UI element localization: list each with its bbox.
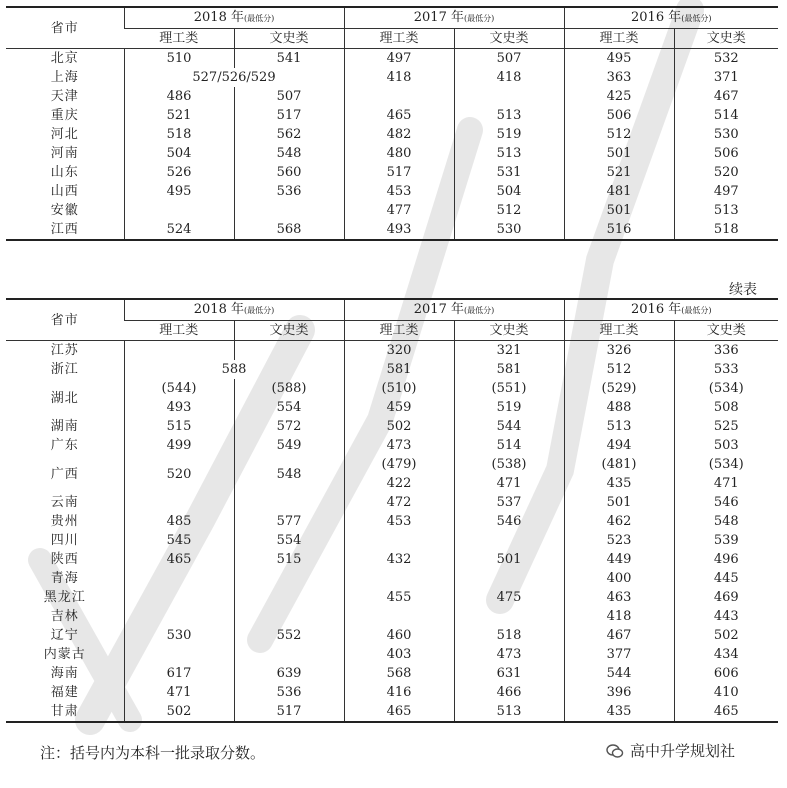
- table-row: [6, 550, 778, 569]
- score-cell: 467: [674, 87, 778, 106]
- score-cell: 532: [674, 49, 778, 69]
- score-cell: [344, 87, 454, 106]
- score-cell: 467: [564, 626, 674, 645]
- header-year: [124, 299, 344, 321]
- province-cell: 青海: [50, 571, 79, 586]
- score-cell: 549: [234, 436, 344, 455]
- score-table-1: [6, 6, 778, 241]
- score-cell: 473: [454, 645, 564, 664]
- score-cell: (544) 493: [124, 379, 234, 417]
- score-cell: 519: [454, 125, 564, 144]
- score-cell: 425: [564, 87, 674, 106]
- score-cell: 606: [674, 664, 778, 683]
- score-cell: 495: [124, 182, 234, 201]
- province-cell: 河南: [50, 146, 79, 161]
- score-cell: [124, 569, 234, 588]
- province-cell: 湖南: [50, 419, 79, 434]
- score-cell: 481: [564, 182, 674, 201]
- province-cell: 山西: [50, 184, 79, 199]
- score-cell: 377: [564, 645, 674, 664]
- score-cell: (510) 459: [344, 379, 454, 417]
- score-cell: 485: [124, 512, 234, 531]
- score-cell: 526: [124, 163, 234, 182]
- score-cell: 418: [564, 607, 674, 626]
- score-cell: 518: [454, 626, 564, 645]
- score-cell: 537: [454, 493, 564, 512]
- score-cell: 471: [124, 683, 234, 702]
- province-cell: 福建: [50, 685, 79, 700]
- score-cell: 541: [234, 49, 344, 69]
- score-cell: 497: [344, 49, 454, 69]
- year-label: 2017 年: [413, 302, 464, 317]
- header-sci: 理工类: [564, 29, 674, 49]
- score-cell: (538) 471: [454, 455, 564, 493]
- score-cell: 320: [344, 341, 454, 361]
- score-cell: 434: [674, 645, 778, 664]
- score-cell: 512: [564, 360, 674, 379]
- score-cell: 577: [234, 512, 344, 531]
- province-cell: 湖北: [50, 390, 79, 406]
- score-cell: 482: [344, 125, 454, 144]
- score-cell: 494: [564, 436, 674, 455]
- score-cell: 524: [124, 220, 234, 240]
- header-sci: 理工类: [344, 321, 454, 341]
- table-row: [6, 493, 778, 512]
- score-cell: 572: [234, 417, 344, 436]
- score-cell: [234, 588, 344, 607]
- score-cell: [124, 607, 234, 626]
- score-cell: 513: [454, 106, 564, 125]
- table-row: [6, 531, 778, 550]
- score-cell: [124, 588, 234, 607]
- score-cell: 497: [674, 182, 778, 201]
- province-cell: 浙江: [50, 362, 79, 377]
- brand-name: 高中升学规划社: [630, 742, 736, 760]
- score-cell: 539: [674, 531, 778, 550]
- score-cell: 499: [124, 436, 234, 455]
- score-cell: 560: [234, 163, 344, 182]
- score-cell: 521: [564, 163, 674, 182]
- score-cell: 510: [124, 49, 234, 69]
- score-cell: 400: [564, 569, 674, 588]
- score-cell: 515: [124, 417, 234, 436]
- score-cell: 504: [124, 144, 234, 163]
- score-cell: 530: [674, 125, 778, 144]
- year-note: (最低分): [681, 306, 712, 315]
- score-cell: 617: [124, 664, 234, 683]
- table-row: [6, 512, 778, 531]
- score-cell: 548: [234, 455, 344, 493]
- score-cell: 506: [674, 144, 778, 163]
- header-year: [564, 7, 778, 29]
- score-cell: 513: [674, 201, 778, 220]
- score-cell: [344, 531, 454, 550]
- header-arts: 文史类: [454, 29, 564, 49]
- header-year: [564, 299, 778, 321]
- table-row: [6, 163, 778, 182]
- year-note: (最低分): [463, 306, 495, 315]
- score-cell: [124, 201, 234, 220]
- score-cell: 403: [344, 645, 454, 664]
- score-cell: [454, 87, 564, 106]
- score-cell: [454, 531, 564, 550]
- province-cell: 云南: [50, 495, 79, 510]
- score-cell: 455: [344, 588, 454, 607]
- province-cell: 内蒙古: [43, 647, 86, 662]
- score-cell: 418: [344, 68, 454, 87]
- header-arts: 文史类: [234, 29, 344, 49]
- score-cell: 502: [124, 702, 234, 722]
- year-label: 2016 年: [631, 302, 682, 317]
- score-cell: 507: [234, 87, 344, 106]
- province-cell: 贵州: [50, 514, 79, 529]
- score-cell: 520: [124, 455, 234, 493]
- score-cell: (551) 519: [454, 379, 564, 417]
- continued-label: 续表: [729, 282, 757, 298]
- score-cell: 514: [674, 106, 778, 125]
- score-cell: (588) 554: [234, 379, 344, 417]
- merged-score-cell: 527/526/529: [124, 68, 344, 87]
- province-cell: 吉林: [50, 609, 79, 624]
- score-cell: 465: [674, 702, 778, 722]
- header-row-years: [6, 299, 778, 321]
- score-cell: 518: [124, 125, 234, 144]
- province-cell: 河北: [50, 127, 79, 142]
- year-label: 2017 年: [413, 10, 464, 25]
- score-cell: 507: [454, 49, 564, 69]
- score-cell: [234, 607, 344, 626]
- merged-score-cell: 588: [124, 360, 344, 379]
- score-cell: 512: [454, 201, 564, 220]
- header-year: [124, 7, 344, 29]
- score-cell: [344, 607, 454, 626]
- score-cell: 545: [124, 531, 234, 550]
- score-cell: 435: [564, 702, 674, 722]
- province-cell: 广东: [50, 438, 79, 453]
- province-cell: 黑龙江: [43, 590, 86, 605]
- score-cell: (529) 488: [564, 379, 674, 417]
- score-cell: 521: [124, 106, 234, 125]
- score-cell: 453: [344, 512, 454, 531]
- header-province: 省市: [6, 7, 124, 49]
- score-cell: 477: [344, 201, 454, 220]
- province-cell: 北京: [50, 51, 79, 66]
- score-cell: 518: [674, 220, 778, 240]
- header-province: 省市: [6, 299, 124, 341]
- score-cell: 493: [344, 220, 454, 240]
- year-note: (最低分): [463, 14, 495, 23]
- score-cell: 445: [674, 569, 778, 588]
- score-cell: 486: [124, 87, 234, 106]
- score-cell: 544: [454, 417, 564, 436]
- score-cell: (479) 422: [344, 455, 454, 493]
- table-row: [6, 379, 778, 417]
- score-cell: 473: [344, 436, 454, 455]
- province-cell: 广西: [50, 466, 79, 482]
- footnote: 注：括号内为本科一批录取分数。: [40, 744, 266, 762]
- table-row: [6, 87, 778, 106]
- header-arts: 文史类: [674, 29, 778, 49]
- year-label: 2016 年: [631, 10, 682, 25]
- table-row: [6, 455, 778, 493]
- header-arts: 文史类: [234, 321, 344, 341]
- score-cell: 548: [674, 512, 778, 531]
- header-sci: 理工类: [564, 321, 674, 341]
- score-cell: 513: [454, 144, 564, 163]
- score-cell: 546: [454, 512, 564, 531]
- score-cell: 453: [344, 182, 454, 201]
- header-arts: 文史类: [674, 321, 778, 341]
- score-cell: (534) 508: [674, 379, 778, 417]
- score-cell: 501: [564, 144, 674, 163]
- score-cell: 502: [674, 626, 778, 645]
- province-cell: 上海: [50, 70, 79, 85]
- table-row: [6, 588, 778, 607]
- score-cell: 336: [674, 341, 778, 361]
- header-sci: 理工类: [344, 29, 454, 49]
- score-cell: [344, 569, 454, 588]
- score-cell: 544: [564, 664, 674, 683]
- score-cell: 495: [564, 49, 674, 69]
- table-row: [6, 144, 778, 163]
- score-cell: 462: [564, 512, 674, 531]
- score-cell: 371: [674, 68, 778, 87]
- score-cell: 363: [564, 68, 674, 87]
- province-cell: 海南: [50, 666, 79, 681]
- score-cell: 530: [454, 220, 564, 240]
- score-cell: 533: [674, 360, 778, 379]
- score-cell: 480: [344, 144, 454, 163]
- score-cell: 472: [344, 493, 454, 512]
- score-cell: 443: [674, 607, 778, 626]
- score-cell: 517: [234, 702, 344, 722]
- table-row: [6, 607, 778, 626]
- table-row: [6, 626, 778, 645]
- score-cell: [124, 493, 234, 512]
- score-cell: 416: [344, 683, 454, 702]
- score-cell: 503: [674, 436, 778, 455]
- score-cell: 530: [124, 626, 234, 645]
- score-cell: 466: [454, 683, 564, 702]
- score-cell: 469: [674, 588, 778, 607]
- header-year: [344, 7, 564, 29]
- score-cell: [454, 569, 564, 588]
- score-cell: 460: [344, 626, 454, 645]
- score-cell: 562: [234, 125, 344, 144]
- score-cell: 525: [674, 417, 778, 436]
- score-cell: 568: [344, 664, 454, 683]
- score-cell: 536: [234, 182, 344, 201]
- table-row: [6, 220, 778, 240]
- table-row: [6, 645, 778, 664]
- score-cell: 432: [344, 550, 454, 569]
- score-cell: 465: [344, 106, 454, 125]
- year-label: 2018 年: [193, 302, 244, 317]
- score-cell: 517: [344, 163, 454, 182]
- province-cell: 江西: [50, 222, 79, 237]
- score-cell: [234, 201, 344, 220]
- wechat-icon: [606, 742, 624, 760]
- table-row: [6, 182, 778, 201]
- header-arts: 文史类: [454, 321, 564, 341]
- province-cell: 重庆: [50, 108, 79, 123]
- score-cell: 449: [564, 550, 674, 569]
- score-cell: 465: [124, 550, 234, 569]
- year-note: (最低分): [681, 14, 712, 23]
- score-cell: 501: [564, 493, 674, 512]
- score-cell: 513: [564, 417, 674, 436]
- score-cell: 513: [454, 702, 564, 722]
- score-cell: 504: [454, 182, 564, 201]
- score-cell: 552: [234, 626, 344, 645]
- score-cell: 517: [234, 106, 344, 125]
- table-row: [6, 417, 778, 436]
- score-cell: [124, 341, 234, 361]
- province-cell: 陕西: [50, 552, 79, 567]
- score-cell: 523: [564, 531, 674, 550]
- score-cell: 496: [674, 550, 778, 569]
- table-row: [6, 125, 778, 144]
- header-row-years: [6, 7, 778, 29]
- score-cell: [234, 645, 344, 664]
- score-cell: 515: [234, 550, 344, 569]
- score-cell: 410: [674, 683, 778, 702]
- year-label: 2018 年: [193, 10, 244, 25]
- score-cell: 475: [454, 588, 564, 607]
- score-cell: 531: [454, 163, 564, 182]
- score-cell: [124, 645, 234, 664]
- table-row: [6, 49, 778, 69]
- table-row: [6, 106, 778, 125]
- score-cell: [234, 341, 344, 361]
- score-cell: 326: [564, 341, 674, 361]
- score-cell: 512: [564, 125, 674, 144]
- year-note: (最低分): [243, 14, 275, 23]
- table-row: [6, 436, 778, 455]
- table-row: [6, 201, 778, 220]
- score-cell: 581: [344, 360, 454, 379]
- score-cell: 516: [564, 220, 674, 240]
- table-row: [6, 341, 778, 361]
- score-cell: 639: [234, 664, 344, 683]
- table-row: [6, 569, 778, 588]
- score-cell: 506: [564, 106, 674, 125]
- table-row: [6, 683, 778, 702]
- score-cell: 465: [344, 702, 454, 722]
- score-cell: 520: [674, 163, 778, 182]
- score-cell: 514: [454, 436, 564, 455]
- score-cell: [234, 569, 344, 588]
- province-cell: 四川: [50, 533, 79, 548]
- score-cell: 631: [454, 664, 564, 683]
- province-cell: 辽宁: [50, 628, 79, 643]
- score-cell: 581: [454, 360, 564, 379]
- header-sci: 理工类: [124, 29, 234, 49]
- score-cell: (481) 435: [564, 455, 674, 493]
- score-cell: 501: [564, 201, 674, 220]
- score-cell: 418: [454, 68, 564, 87]
- province-cell: 甘肃: [50, 704, 79, 719]
- brand-badge: [606, 740, 735, 761]
- score-cell: 396: [564, 683, 674, 702]
- province-cell: 安徽: [50, 203, 79, 218]
- header-year: [344, 299, 564, 321]
- score-table-2: [6, 298, 778, 723]
- table-row: [6, 702, 778, 722]
- table-row: [6, 664, 778, 683]
- score-cell: 568: [234, 220, 344, 240]
- header-sci: 理工类: [124, 321, 234, 341]
- score-cell: 321: [454, 341, 564, 361]
- province-cell: 天津: [50, 89, 79, 104]
- score-cell: (534) 471: [674, 455, 778, 493]
- score-cell: 548: [234, 144, 344, 163]
- score-cell: 536: [234, 683, 344, 702]
- table-row: [6, 360, 778, 379]
- score-cell: [234, 493, 344, 512]
- table-row: [6, 68, 778, 87]
- score-cell: 554: [234, 531, 344, 550]
- score-cell: 501: [454, 550, 564, 569]
- score-cell: 463: [564, 588, 674, 607]
- province-cell: 山东: [50, 165, 79, 180]
- score-cell: [454, 607, 564, 626]
- score-cell: 546: [674, 493, 778, 512]
- year-note: (最低分): [243, 306, 275, 315]
- score-cell: 502: [344, 417, 454, 436]
- province-cell: 江苏: [50, 343, 79, 358]
